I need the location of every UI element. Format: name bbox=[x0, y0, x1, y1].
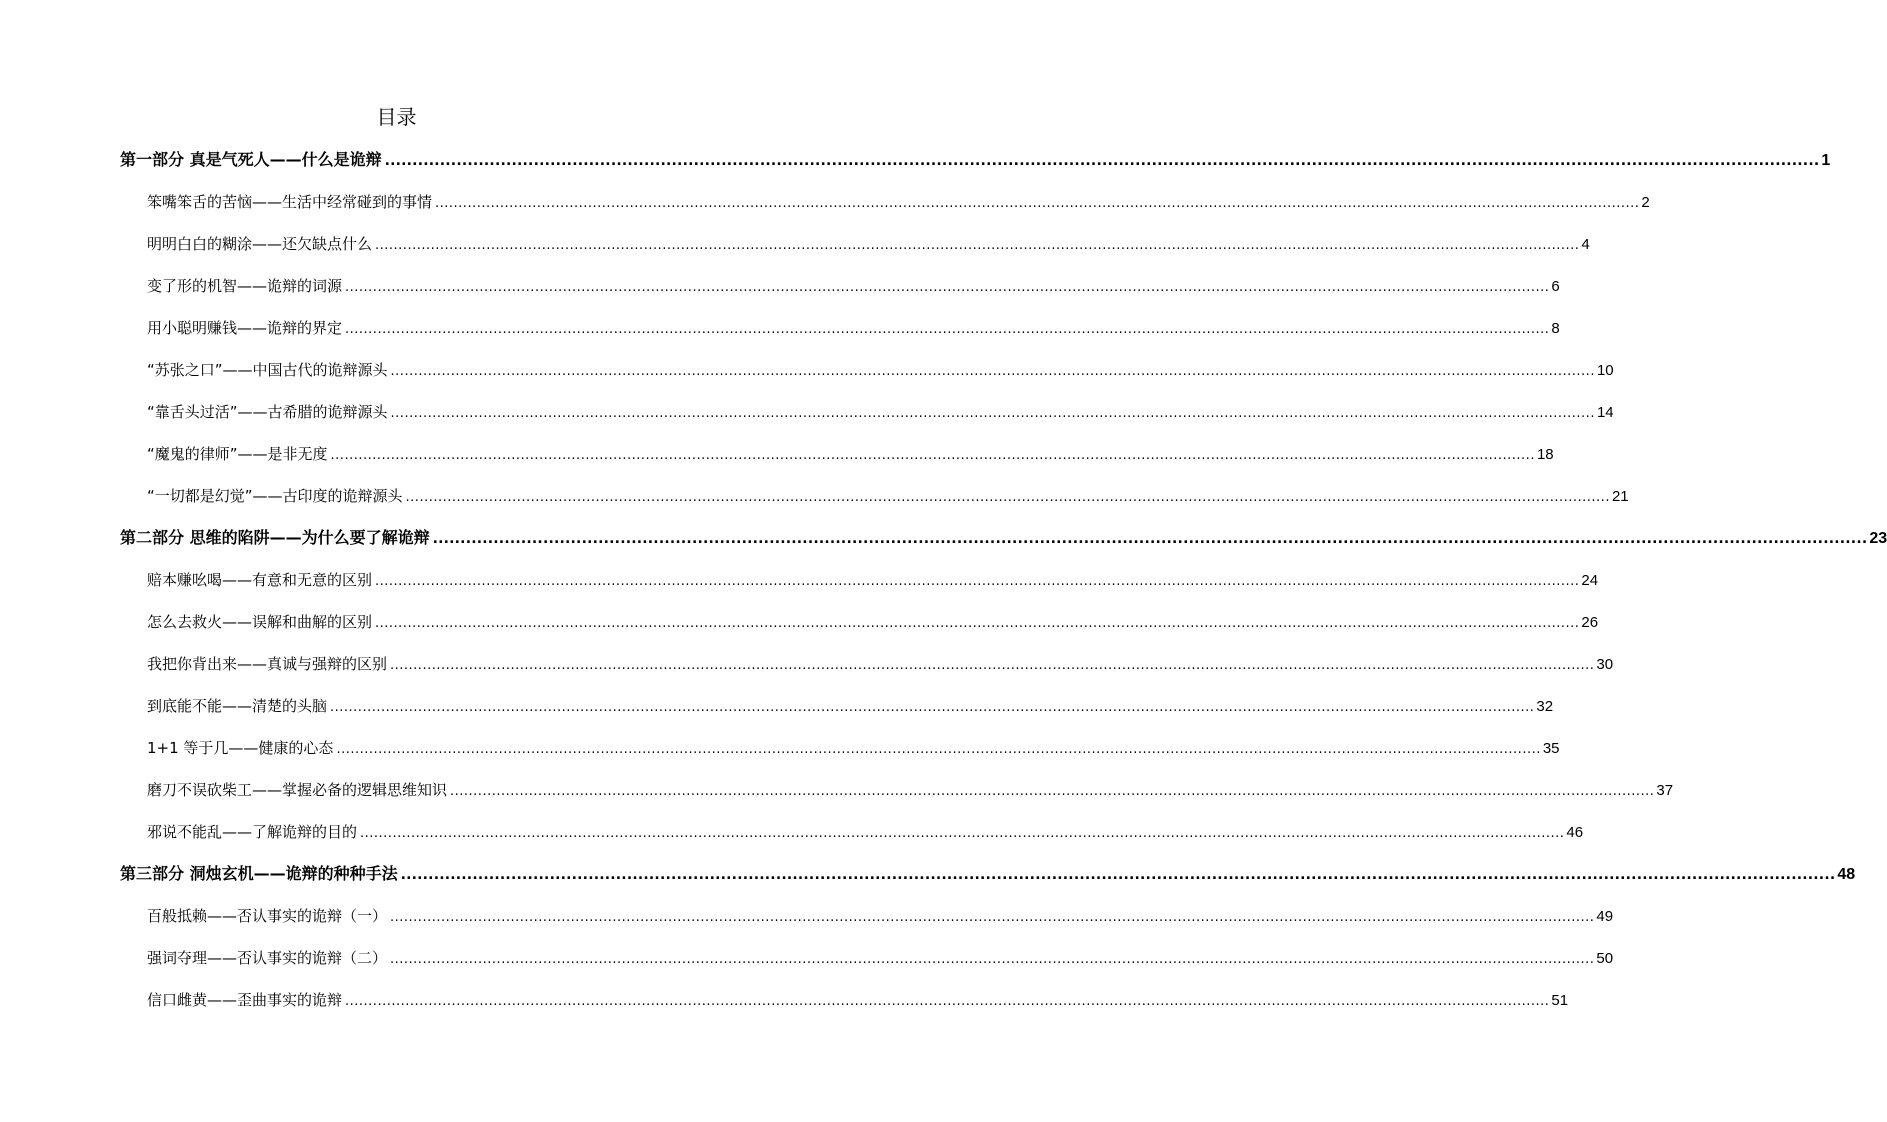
toc-dot-leader: .................................................................................................................................................................................................................................................................... bbox=[390, 406, 1595, 421]
toc-page-number: 30 bbox=[1596, 656, 1614, 673]
toc-part-entry[interactable] bbox=[120, 525, 1887, 551]
toc-page-number: 2 bbox=[1641, 194, 1650, 211]
toc-entry-label: 我把你背出来——真诚与强辩的区别 bbox=[147, 655, 388, 673]
toc-page-number: 32 bbox=[1536, 698, 1554, 715]
toc-dot-leader: .................................................................................................................................................................................................................................................................... bbox=[450, 784, 1655, 799]
toc-section-entry[interactable] bbox=[147, 441, 1554, 467]
toc-page-number: 8 bbox=[1551, 320, 1560, 337]
toc-entry-label: “魔鬼的律师”——是非无度 bbox=[147, 445, 328, 463]
toc-section-entry[interactable] bbox=[147, 357, 1614, 383]
toc-dot-leader: .................................................................................................................................................................................................................................................................... bbox=[345, 280, 1550, 295]
toc-page-number: 1 bbox=[1821, 152, 1831, 169]
toc-section-entry[interactable] bbox=[147, 819, 1584, 845]
toc-part-entry[interactable] bbox=[120, 147, 1831, 173]
toc-entry-label: 信口雌黄——歪曲事实的诡辩 bbox=[147, 991, 343, 1009]
toc-section-entry[interactable] bbox=[147, 273, 1560, 299]
toc-section-entry[interactable] bbox=[147, 189, 1650, 215]
toc-entry-label: 第三部分 洞烛玄机——诡辩的种种手法 bbox=[120, 864, 398, 883]
toc-dot-leader: .................................................................................................................................................................................................................................................................... bbox=[345, 322, 1550, 337]
toc-dot-leader: .................................................................................................................................................................................................................................................................... bbox=[375, 574, 1580, 589]
toc-section-entry[interactable] bbox=[147, 483, 1629, 509]
toc-entry-label: 赔本赚吆喝——有意和无意的区别 bbox=[147, 571, 373, 589]
toc-page-number: 14 bbox=[1596, 404, 1614, 421]
toc-dot-leader: .................................................................................................................................................................................................................................................................... bbox=[432, 531, 1868, 547]
toc-entry-label: “苏张之口”——中国古代的诡辩源头 bbox=[147, 361, 388, 379]
toc-dot-leader: .................................................................................................................................................................................................................................................................... bbox=[390, 952, 1595, 967]
toc-section-entry[interactable] bbox=[147, 693, 1554, 719]
toc-page-number: 21 bbox=[1611, 488, 1629, 505]
toc-page-number: 46 bbox=[1566, 824, 1584, 841]
toc-dot-leader: .................................................................................................................................................................................................................................................................... bbox=[390, 364, 1595, 379]
toc-section-entry[interactable] bbox=[147, 987, 1569, 1013]
toc-dot-leader: .................................................................................................................................................................................................................................................................... bbox=[330, 700, 1535, 715]
toc-page-number: 51 bbox=[1551, 992, 1569, 1009]
toc-entry-label: 磨刀不误砍柴工——掌握必备的逻辑思维知识 bbox=[147, 781, 448, 799]
toc-dot-leader: .................................................................................................................................................................................................................................................................... bbox=[345, 994, 1550, 1009]
toc-section-entry[interactable] bbox=[147, 651, 1614, 677]
toc-entry-label: 第二部分 思维的陷阱——为什么要了解诡辩 bbox=[120, 528, 430, 547]
toc-page-number: 48 bbox=[1837, 866, 1856, 883]
toc-dot-leader: .................................................................................................................................................................................................................................................................... bbox=[375, 616, 1580, 631]
toc-page-number: 37 bbox=[1656, 782, 1674, 799]
toc-page-number: 24 bbox=[1581, 572, 1599, 589]
toc-page-number: 18 bbox=[1536, 446, 1554, 463]
toc-section-entry[interactable] bbox=[147, 231, 1590, 257]
toc-page-number: 4 bbox=[1581, 236, 1590, 253]
toc-entry-label: 1+1 等于几——健康的心态 bbox=[147, 739, 334, 757]
toc-page-number: 23 bbox=[1869, 530, 1887, 547]
toc-entry-label: 邪说不能乱——了解诡辩的目的 bbox=[147, 823, 358, 841]
toc-section-entry[interactable] bbox=[147, 735, 1560, 761]
toc-section-entry[interactable] bbox=[147, 315, 1560, 341]
toc-section-entry[interactable] bbox=[147, 777, 1674, 803]
toc-part-entry[interactable] bbox=[120, 861, 1856, 887]
toc-entry-label: 怎么去救火——误解和曲解的区别 bbox=[147, 613, 373, 631]
toc-entry-label: 到底能不能——清楚的头脑 bbox=[147, 697, 328, 715]
toc-dot-leader: .................................................................................................................................................................................................................................................................... bbox=[390, 658, 1595, 673]
toc-entry-label: 百般抵赖——否认事实的诡辩（一） bbox=[147, 907, 388, 925]
toc-page-number: 6 bbox=[1551, 278, 1560, 295]
toc-dot-leader: .................................................................................................................................................................................................................................................................... bbox=[330, 448, 1535, 463]
toc-section-entry[interactable] bbox=[147, 399, 1614, 425]
toc-entry-label: “靠舌头过活”——古希腊的诡辩源头 bbox=[147, 403, 388, 421]
toc-entry-label: “一切都是幻觉”——古印度的诡辩源头 bbox=[147, 487, 403, 505]
toc-dot-leader: .................................................................................................................................................................................................................................................................... bbox=[375, 238, 1580, 253]
toc-page-number: 50 bbox=[1596, 950, 1614, 967]
toc-page-number: 10 bbox=[1596, 362, 1614, 379]
toc-section-entry[interactable] bbox=[147, 945, 1614, 971]
toc-entry-label: 用小聪明赚钱——诡辩的界定 bbox=[147, 319, 343, 337]
toc-title: 目录 bbox=[376, 105, 417, 129]
toc-dot-leader: .................................................................................................................................................................................................................................................................... bbox=[336, 742, 1541, 757]
toc-dot-leader: .................................................................................................................................................................................................................................................................... bbox=[384, 153, 1820, 169]
toc-entry-label: 笨嘴笨舌的苦恼——生活中经常碰到的事情 bbox=[147, 193, 433, 211]
toc-entry-label: 强词夺理——否认事实的诡辩（二） bbox=[147, 949, 388, 967]
toc-page-number: 49 bbox=[1596, 908, 1614, 925]
toc-section-entry[interactable] bbox=[147, 903, 1614, 929]
toc-page-number: 35 bbox=[1542, 740, 1560, 757]
toc-section-entry[interactable] bbox=[147, 567, 1599, 593]
toc-page-number: 26 bbox=[1581, 614, 1599, 631]
toc-entry-label: 明明白白的糊涂——还欠缺点什么 bbox=[147, 235, 373, 253]
toc-dot-leader: .................................................................................................................................................................................................................................................................... bbox=[400, 867, 1836, 883]
toc-section-entry[interactable] bbox=[147, 609, 1599, 635]
toc-entry-label: 变了形的机智——诡辩的词源 bbox=[147, 277, 343, 295]
toc-dot-leader: .................................................................................................................................................................................................................................................................... bbox=[390, 910, 1595, 925]
toc-entry-label: 第一部分 真是气死人——什么是诡辩 bbox=[120, 150, 382, 169]
toc-dot-leader: .................................................................................................................................................................................................................................................................... bbox=[360, 826, 1565, 841]
toc-dot-leader: .................................................................................................................................................................................................................................................................... bbox=[405, 490, 1610, 505]
toc-dot-leader: .................................................................................................................................................................................................................................................................... bbox=[435, 196, 1640, 211]
